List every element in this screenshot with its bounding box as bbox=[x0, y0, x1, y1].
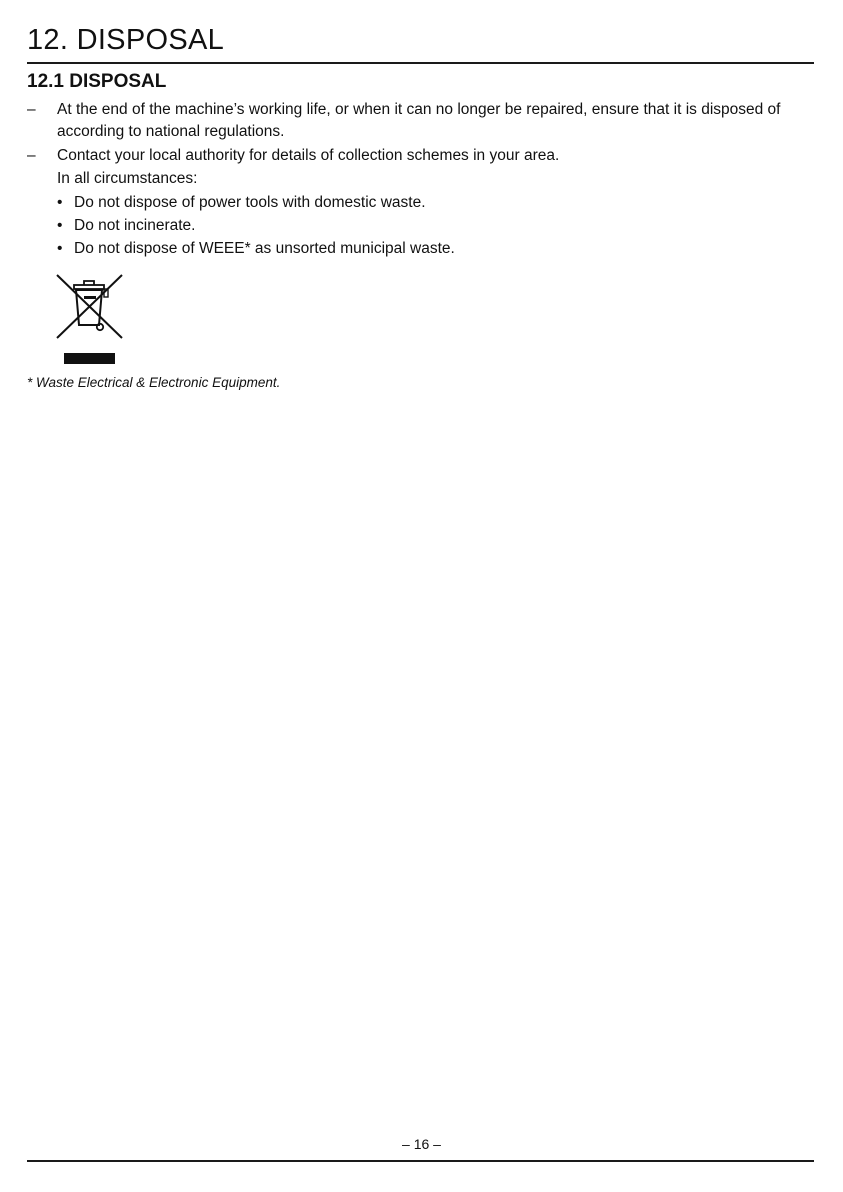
dash-marker: – bbox=[27, 147, 36, 164]
page-number: – 16 – bbox=[402, 1136, 441, 1152]
bullet-text: Do not dispose of power tools with domestic waste. bbox=[74, 194, 426, 211]
crossed-out-wheelie-bin-icon bbox=[54, 272, 124, 368]
chapter-title: 12. DISPOSAL bbox=[27, 24, 225, 56]
section-title: 12.1 DISPOSAL bbox=[27, 71, 167, 92]
bullet-marker: • bbox=[57, 217, 63, 234]
bullet-text: Do not dispose of WEEE* as unsorted municipal waste. bbox=[74, 240, 455, 257]
dash-item-text: At the end of the machine’s working life, or when it can no longer be repaired, ensure that it is disposed of according to national regulations. bbox=[57, 101, 781, 140]
circumstances-intro: In all circumstances: bbox=[57, 170, 198, 187]
bullet-marker: • bbox=[57, 194, 63, 211]
dash-marker: – bbox=[27, 101, 36, 118]
dash-item-text: Contact your local authority for details of collection schemes in your area. bbox=[57, 147, 560, 164]
chapter-divider bbox=[27, 62, 814, 64]
bullet-marker: • bbox=[57, 240, 63, 257]
footer-divider bbox=[27, 1160, 814, 1162]
footnote: * Waste Electrical & Electronic Equipment. bbox=[27, 375, 281, 390]
bullet-text: Do not incinerate. bbox=[74, 217, 196, 234]
